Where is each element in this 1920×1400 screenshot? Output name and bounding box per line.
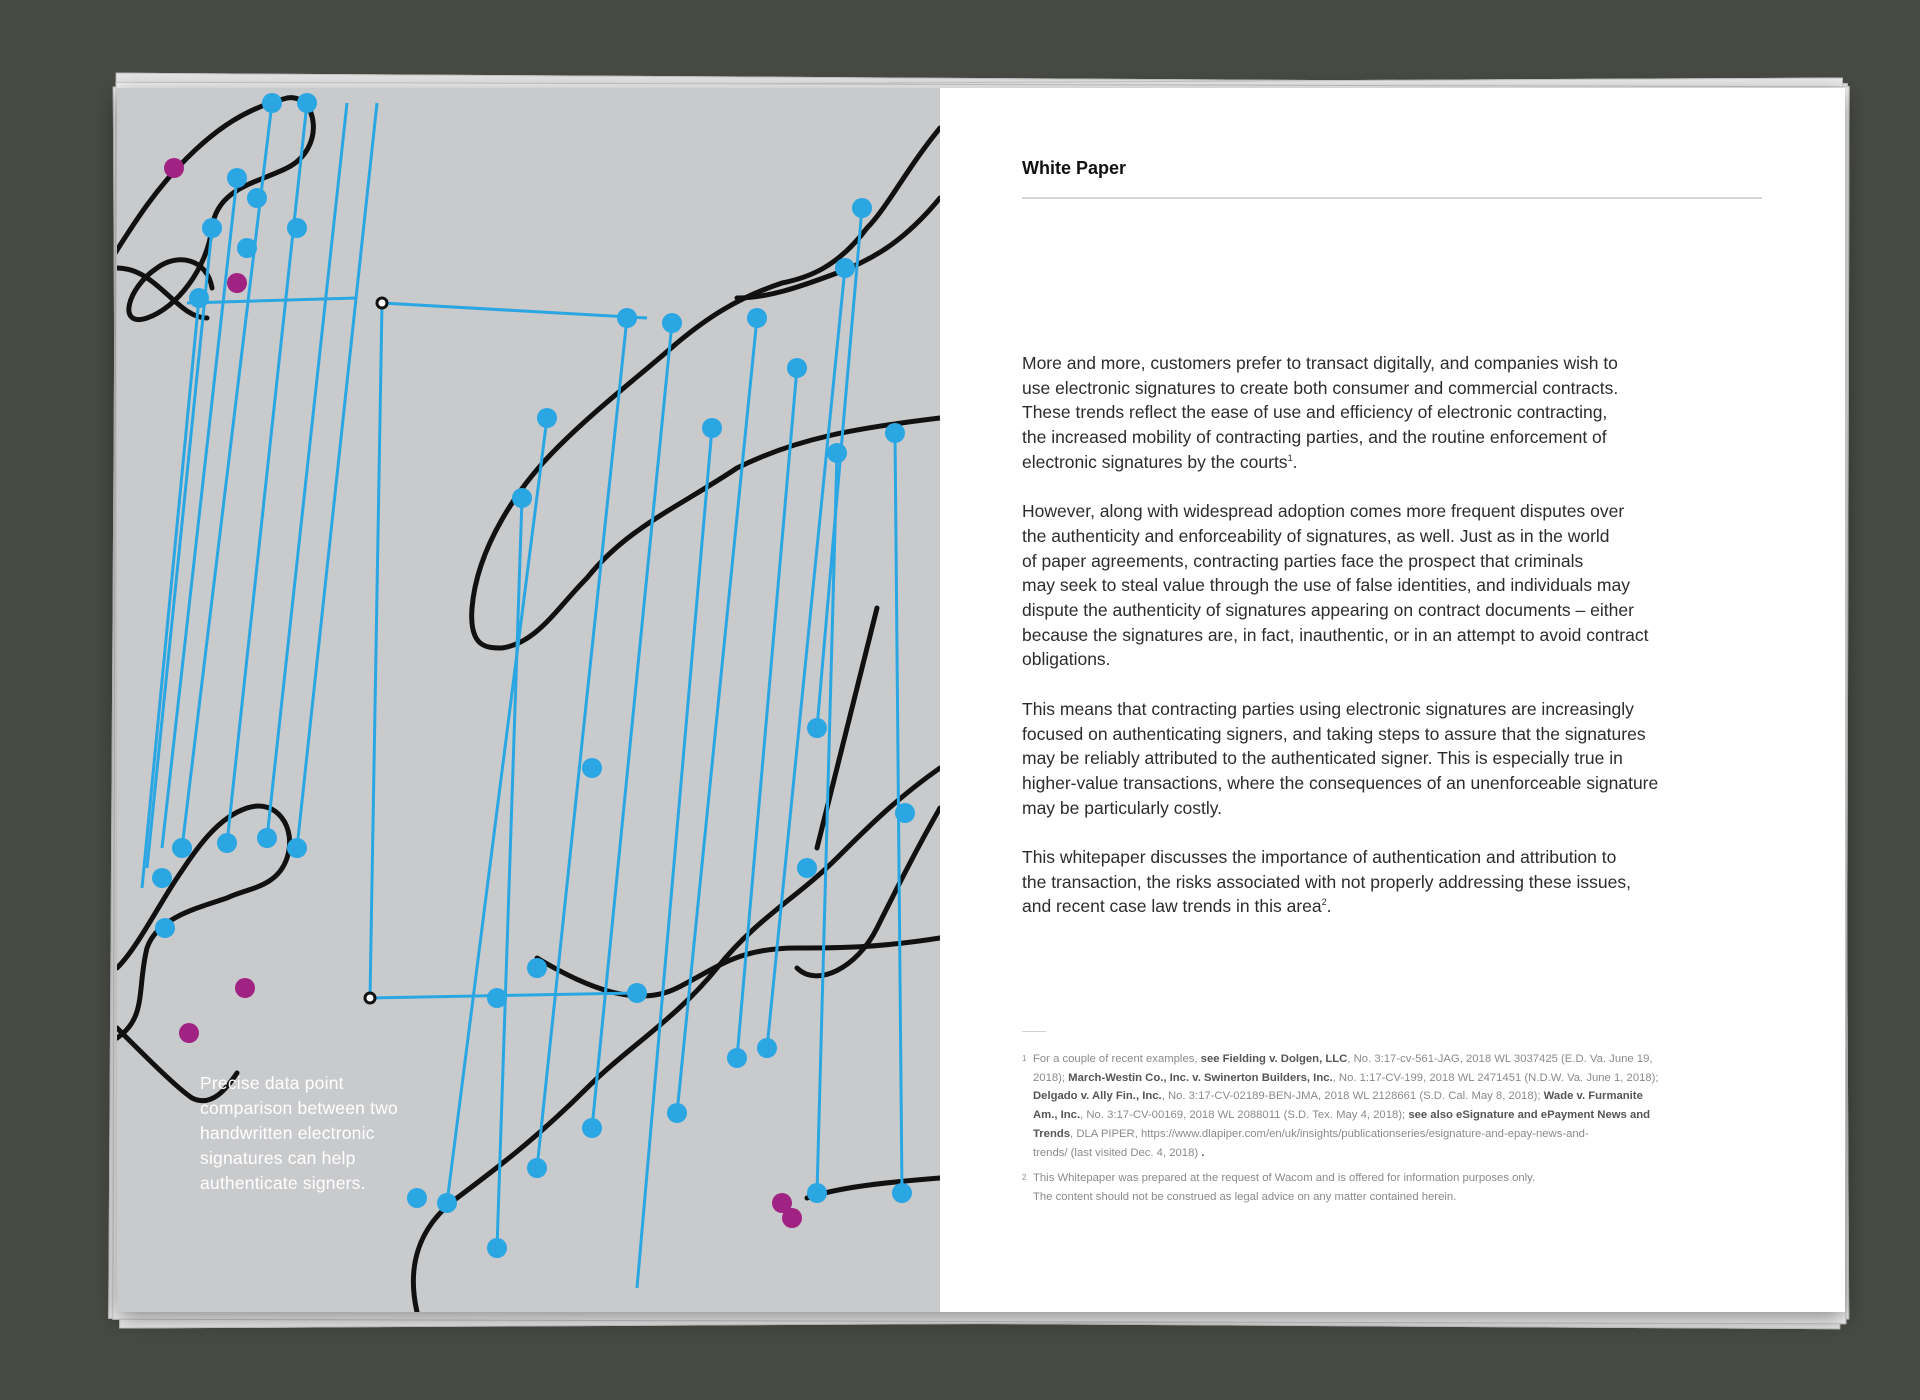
data-point	[582, 758, 602, 778]
comparison-link	[182, 103, 272, 848]
footnote-citation: .	[1201, 1146, 1205, 1159]
footnote-text: , No. 3:17-CV-00169, 2018 WL 2088011 (S.D. Tex. May 4, 2018);	[1080, 1109, 1409, 1122]
footnote-text: For a couple of recent examples,	[1033, 1053, 1201, 1065]
text-line: dispute the authenticity of signatures appearing on contract documents – either	[1022, 600, 1634, 621]
footnote-citation: Delgado v. Ally Fin., Inc.	[1033, 1090, 1162, 1103]
footnote-citation: see Fielding v. Dolgen, LLC	[1200, 1053, 1348, 1065]
text-page	[940, 88, 1845, 1312]
data-point	[247, 188, 267, 208]
data-point	[152, 868, 172, 888]
text-fragment: and recent case law trends in this area	[1022, 896, 1322, 917]
signature-stroke	[807, 1178, 940, 1198]
caption-line: handwritten electronic	[200, 1123, 375, 1143]
text-line: This whitepaper discusses the importance of authentication and attribution to	[1022, 847, 1617, 868]
data-point	[727, 1048, 747, 1068]
comparison-link	[370, 303, 382, 998]
footnote-line	[1022, 1069, 1762, 1088]
data-point	[797, 858, 817, 878]
paragraph	[1022, 845, 1782, 919]
text-line: More and more, customers prefer to transact digitally, and companies wish to	[1022, 353, 1618, 373]
comparison-link	[227, 103, 307, 843]
comparison-link	[147, 228, 212, 868]
data-point	[662, 313, 682, 333]
data-point	[757, 1038, 777, 1058]
footnote-text: trends/ (last visited Dec. 4, 2018)	[1033, 1146, 1202, 1159]
data-point	[537, 408, 557, 428]
comparison-link	[447, 418, 547, 1203]
page-header: White Paper	[1022, 158, 1127, 178]
comparison-link	[817, 453, 837, 1193]
data-point	[262, 93, 282, 113]
caption-line: signatures can help	[200, 1148, 356, 1168]
footnote-reference: 1	[1287, 452, 1293, 463]
text-fragment: electronic signatures by the courts	[1022, 451, 1288, 472]
text-line: may be particularly costly.	[1022, 797, 1223, 818]
data-point	[807, 1183, 827, 1203]
signature-stroke	[117, 98, 313, 320]
footnote-citation: Wade v. Furmanite	[1543, 1090, 1643, 1103]
data-point	[885, 423, 905, 443]
footnote-number: 2	[1022, 1173, 1027, 1183]
footnote-text: , DLA PIPER, https://www.dlapiper.com/en/uk/insights/publicationseries/esignature-and-epay-news-and-	[1070, 1127, 1589, 1140]
text-line	[1022, 450, 1782, 475]
footnote-text: This Whitepaper was prepared at the request of Wacom and is offered for information purposes only.	[1033, 1172, 1536, 1185]
data-point	[787, 358, 807, 378]
footnote-line	[1022, 1050, 1762, 1069]
signature-illustration-page	[117, 88, 940, 1312]
comparison-link	[162, 178, 237, 848]
data-point	[895, 803, 915, 823]
comparison-link	[267, 103, 347, 838]
text-line: use electronic signatures to create both consumer and commercial contracts.	[1022, 377, 1619, 398]
footnote-text: , No. 1:17-CV-199, 2018 WL 2471451 (N.D.W. Va. June 1, 2018);	[1332, 1071, 1659, 1084]
data-point	[835, 258, 855, 278]
text-line: These trends reflect the ease of use and efficiency of electronic contracting,	[1022, 402, 1608, 423]
data-point	[892, 1183, 912, 1203]
text-line: focused on authenticating signers, and taking steps to assure that the signatures	[1022, 723, 1646, 744]
comparison-link	[497, 498, 522, 1248]
body-text	[1022, 351, 1782, 944]
footnote-text: , No. 3:17-CV-02189-BEN-JMA, 2018 WL 2128661 (S.D. Cal. May 8, 2018);	[1161, 1090, 1544, 1103]
illustration-caption	[200, 1071, 440, 1196]
start-marker	[235, 978, 255, 998]
footnote-line	[1022, 1169, 1762, 1188]
comparison-link	[382, 303, 647, 318]
footnote-divider	[1022, 1031, 1046, 1032]
data-point	[852, 198, 872, 218]
header-divider	[1022, 197, 1762, 199]
text-line: obligations.	[1022, 649, 1111, 670]
text-line: the transaction, the risks associated with not properly addressing these issues,	[1022, 871, 1631, 892]
text-line: This means that contracting parties using electronic signatures are increasingly	[1022, 698, 1634, 719]
data-point	[257, 828, 277, 848]
anchor-node	[365, 993, 375, 1003]
footnote-line	[1022, 1144, 1762, 1163]
signature-stroke	[737, 198, 940, 298]
data-point	[227, 168, 247, 188]
data-point	[172, 838, 192, 858]
footnote-number: 1	[1022, 1054, 1027, 1063]
start-marker	[227, 273, 247, 293]
data-point	[527, 958, 547, 978]
data-point	[237, 238, 257, 258]
data-point	[487, 1238, 507, 1258]
text-fragment: .	[1326, 896, 1332, 917]
data-point	[189, 288, 209, 308]
text-line: may be reliably attributed to the authenticated signer. This is especially true in	[1022, 748, 1623, 769]
comparison-link	[297, 103, 377, 848]
data-point	[287, 218, 307, 238]
data-point	[155, 918, 175, 938]
paragraph	[1022, 499, 1782, 672]
footnote-line	[1022, 1125, 1762, 1144]
data-point	[487, 988, 507, 1008]
footnote-citation: see also eSignature and ePayment News and	[1408, 1109, 1651, 1122]
data-point	[582, 1118, 602, 1138]
footnote-reference: 2	[1321, 897, 1327, 908]
start-marker	[782, 1208, 802, 1228]
data-point	[287, 838, 307, 858]
data-point	[702, 418, 722, 438]
footnote-text: 2018);	[1033, 1071, 1069, 1084]
data-point	[437, 1193, 457, 1213]
caption-line: Precise data point	[200, 1073, 344, 1093]
text-line: the authenticity and enforceability of signatures, as well. Just as in the world	[1022, 525, 1610, 546]
footnote	[1022, 1050, 1762, 1162]
data-point	[217, 833, 237, 853]
footnote-line	[1022, 1106, 1762, 1125]
data-point	[297, 93, 317, 113]
footnote-citation: March-Westin Co., Inc. v. Swinerton Builders, Inc.	[1068, 1071, 1333, 1084]
comparison-link	[677, 318, 757, 1113]
footnote-citation: Trends	[1033, 1127, 1071, 1140]
data-point	[747, 308, 767, 328]
data-point	[827, 443, 847, 463]
text-line	[1022, 894, 1782, 919]
text-line: higher-value transactions, where the consequences of an unenforceable signature	[1022, 772, 1659, 793]
text-line: of paper agreements, contracting parties face the prospect that criminals	[1022, 550, 1584, 571]
data-point	[627, 983, 647, 1003]
text-line: because the signatures are, in fact, inauthentic, or in an attempt to avoid contract	[1022, 624, 1649, 645]
caption-line: authenticate signers.	[200, 1173, 366, 1193]
paragraph	[1022, 697, 1782, 821]
comparison-link	[767, 268, 845, 1048]
start-marker	[179, 1023, 199, 1043]
comparison-link	[187, 298, 357, 303]
data-point	[807, 718, 827, 738]
footnotes	[1022, 1050, 1762, 1214]
data-point	[512, 488, 532, 508]
footnote-line	[1022, 1087, 1762, 1106]
brochure-spread	[117, 88, 1845, 1312]
text-line: may seek to steal value through the use of false identities, and individuals may	[1022, 575, 1630, 596]
anchor-node	[377, 298, 387, 308]
comparison-link	[737, 368, 797, 1058]
footnote-text: , No. 3:17-cv-561-JAG, 2018 WL 3037425 (E.D. Va. June 19,	[1347, 1053, 1653, 1065]
footnote-line	[1022, 1188, 1762, 1207]
footnote-text: The content should not be construed as legal advice on any matter contained herein.	[1033, 1190, 1457, 1203]
start-marker	[164, 158, 184, 178]
paragraph	[1022, 351, 1782, 475]
text-fragment: .	[1292, 451, 1298, 472]
data-point	[202, 218, 222, 238]
comparison-link	[537, 318, 627, 1168]
text-line: the increased mobility of contracting parties, and the routine enforcement of	[1022, 427, 1607, 448]
data-point	[527, 1158, 547, 1178]
data-point	[617, 308, 637, 328]
footnote-citation: Am., Inc.	[1033, 1109, 1081, 1122]
data-point	[667, 1103, 687, 1123]
footnote	[1022, 1169, 1762, 1206]
caption-line: comparison between two	[200, 1098, 398, 1118]
text-line: However, along with widespread adoption comes more frequent disputes over	[1022, 501, 1625, 522]
